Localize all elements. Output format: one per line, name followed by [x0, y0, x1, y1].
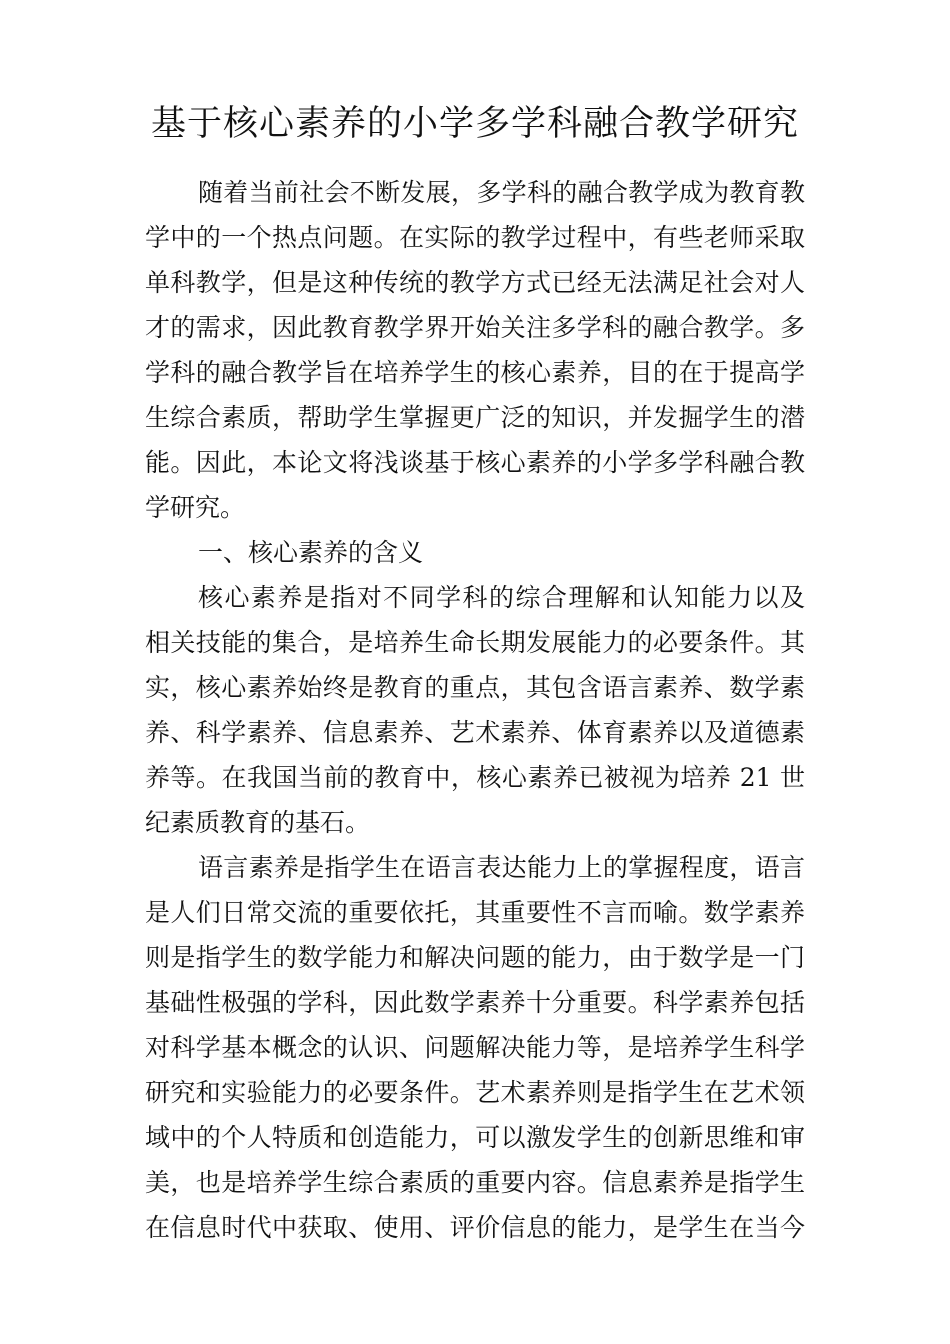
body-line: 纪素质教育的基石。	[145, 808, 371, 837]
body-line: 能。因此，本论文将浅谈基于核心素养的小学多学科融合教	[145, 448, 805, 477]
body-line: 研究和实验能力的必要条件。艺术素养则是指学生在艺术领	[145, 1078, 805, 1107]
body-line: 随着当前社会不断发展，多学科的融合教学成为教育教	[198, 178, 805, 207]
body-line: 学科的融合教学旨在培养学生的核心素养，目的在于提高学	[145, 358, 805, 387]
document-body	[145, 170, 805, 1250]
body-line: 学研究。	[145, 493, 246, 522]
body-line: 相关技能的集合，是培养生命长期发展能力的必要条件。其	[145, 628, 805, 657]
body-line: 语言素养是指学生在语言表达能力上的掌握程度，语言	[198, 853, 805, 882]
section-heading: 一、核心素养的含义	[198, 538, 424, 567]
body-line: 核心素养是指对不同学科的综合理解和认知能力以及	[198, 583, 805, 612]
body-line: 域中的个人特质和创造能力，可以激发学生的创新思维和审	[145, 1123, 805, 1152]
body-line: 单科教学，但是这种传统的教学方式已经无法满足社会对人	[145, 268, 805, 297]
body-line: 美，也是培养学生综合素质的重要内容。信息素养是指学生	[145, 1168, 805, 1197]
body-line: 基础性极强的学科，因此数学素养十分重要。科学素养包括	[145, 988, 805, 1017]
body-line: 才的需求，因此教育教学界开始关注多学科的融合教学。多	[145, 313, 805, 342]
document-title: 基于核心素养的小学多学科融合教学研究	[150, 104, 799, 144]
body-line: 生综合素质，帮助学生掌握更广泛的知识，并发掘学生的潜	[145, 403, 805, 432]
body-line: 则是指学生的数学能力和解决问题的能力，由于数学是一门	[145, 943, 805, 972]
body-line: 学中的一个热点问题。在实际的教学过程中，有些老师采取	[145, 223, 805, 252]
body-line: 是人们日常交流的重要依托，其重要性不言而喻。数学素养	[145, 898, 805, 927]
body-line: 在信息时代中获取、使用、评价信息的能力，是学生在当今	[145, 1213, 805, 1242]
body-line: 实，核心素养始终是教育的重点，其包含语言素养、数学素	[145, 673, 805, 702]
body-line: 养、科学素养、信息素养、艺术素养、体育素养以及道德素	[145, 718, 805, 747]
body-line: 养等。在我国当前的教育中，核心素养已被视为培养 21 世	[145, 763, 805, 792]
body-line: 对科学基本概念的认识、问题解决能力等，是培养学生科学	[145, 1033, 805, 1062]
